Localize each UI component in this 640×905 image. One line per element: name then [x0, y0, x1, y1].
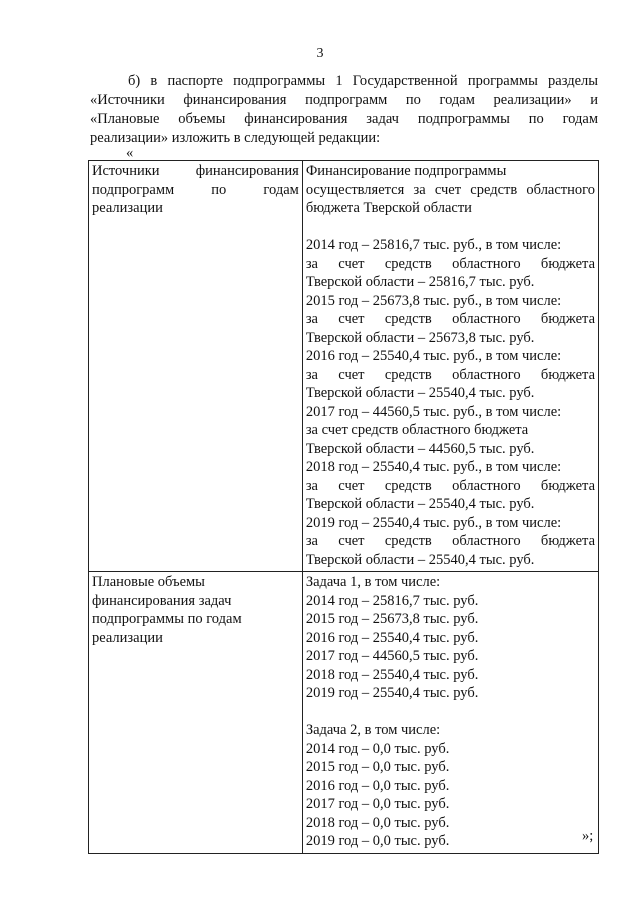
intro-line: реализации» изложить в следующей редакции:: [90, 130, 381, 146]
intro-paragraph: [90, 72, 598, 148]
task-year-line: 2014 год – 0,0 тыс. руб.: [305, 740, 450, 757]
year-source-line: Тверской области – 25816,7 тыс. руб.: [305, 274, 535, 290]
task-year-line: 2017 год – 44560,5 тыс. руб.: [305, 648, 479, 664]
label-line: Источники финансирования: [92, 163, 299, 179]
year-total-line: 2017 год – 44560,5 тыс. руб., в том числе:: [305, 403, 562, 420]
row-value-funding-sources: [302, 161, 598, 572]
year-source-line: Тверской области – 25540,4 тыс. руб.: [305, 385, 535, 401]
row-label-funding-sources: [89, 161, 303, 572]
task-year-line: 2018 год – 0,0 тыс. руб.: [305, 814, 450, 831]
year-source-line: за счет средств областного бюджета: [305, 366, 595, 383]
year-total-line: 2019 год – 25540,4 тыс. руб., в том числе:: [305, 514, 562, 531]
year-source-line: Тверской области – 44560,5 тыс. руб.: [305, 440, 535, 457]
year-total-line: 2014 год – 25816,7 тыс. руб., в том числе:: [305, 237, 562, 253]
year-source-line: за счет средств областного бюджета: [305, 255, 595, 272]
spacer: [306, 703, 595, 722]
label-line: подпрограммы по годам: [92, 611, 242, 627]
intro-line: б) в паспорте подпрограммы 1 Государственной программы разделы: [128, 73, 598, 89]
closing-quote: »;: [582, 828, 594, 844]
row-value-planned-volumes: [302, 572, 598, 854]
task-title: Задача 2, в том числе:: [305, 722, 441, 738]
year-source-line: Тверской области – 25673,8 тыс. руб.: [305, 329, 535, 346]
task-year-line: 2015 год – 0,0 тыс. руб.: [305, 759, 450, 775]
task-year-line: 2016 год – 25540,4 тыс. руб.: [305, 629, 479, 646]
row-label-planned-volumes: [89, 572, 303, 854]
page-number: 3: [316, 46, 324, 61]
intro-line: «Плановые объемы финансирования задач подпрограммы по годам: [90, 111, 598, 127]
value-line: Финансирование подпрограммы: [305, 163, 507, 179]
label-line: Плановые объемы: [92, 574, 205, 590]
year-source-line: Тверской области – 25540,4 тыс. руб.: [305, 551, 535, 568]
year-total-line: 2016 год – 25540,4 тыс. руб., в том числе:: [305, 348, 562, 364]
table-row: [89, 161, 599, 572]
year-source-line: за счет средств областного бюджета: [305, 422, 529, 438]
task-year-line: 2018 год – 25540,4 тыс. руб.: [305, 666, 479, 683]
task-year-line: 2019 год – 25540,4 тыс. руб.: [305, 685, 479, 701]
value-line: бюджета Тверской области: [305, 200, 472, 216]
label-line: финансирования задач: [92, 592, 232, 609]
year-total-line: 2015 год – 25673,8 тыс. руб., в том числе:: [305, 292, 562, 309]
year-source-line: Тверской области – 25540,4 тыс. руб.: [305, 496, 535, 512]
spacer: [306, 218, 595, 237]
label-line: реализации: [92, 200, 163, 216]
task-year-line: 2019 год – 0,0 тыс. руб.: [305, 833, 450, 849]
intro-line: «Источники финансирования подпрограмм по годам реализации» и: [90, 92, 598, 108]
table-row: [89, 572, 599, 854]
year-source-line: за счет средств областного бюджета: [305, 533, 595, 549]
opening-quote: «: [126, 145, 134, 161]
task-year-line: 2015 год – 25673,8 тыс. руб.: [305, 611, 479, 627]
task-year-line: 2016 год – 0,0 тыс. руб.: [305, 777, 450, 794]
passport-table: [88, 160, 599, 854]
year-source-line: за счет средств областного бюджета: [305, 477, 595, 494]
year-source-line: за счет средств областного бюджета: [305, 311, 595, 327]
task-year-line: 2017 год – 0,0 тыс. руб.: [305, 796, 450, 812]
task-year-line: 2014 год – 25816,7 тыс. руб.: [305, 592, 479, 609]
task-title: Задача 1, в том числе:: [305, 574, 441, 590]
label-line: подпрограмм по годам: [92, 181, 299, 198]
label-line: реализации: [92, 629, 163, 646]
year-total-line: 2018 год – 25540,4 тыс. руб., в том числе:: [305, 459, 562, 475]
value-line: осуществляется за счет средств областного: [305, 181, 595, 198]
